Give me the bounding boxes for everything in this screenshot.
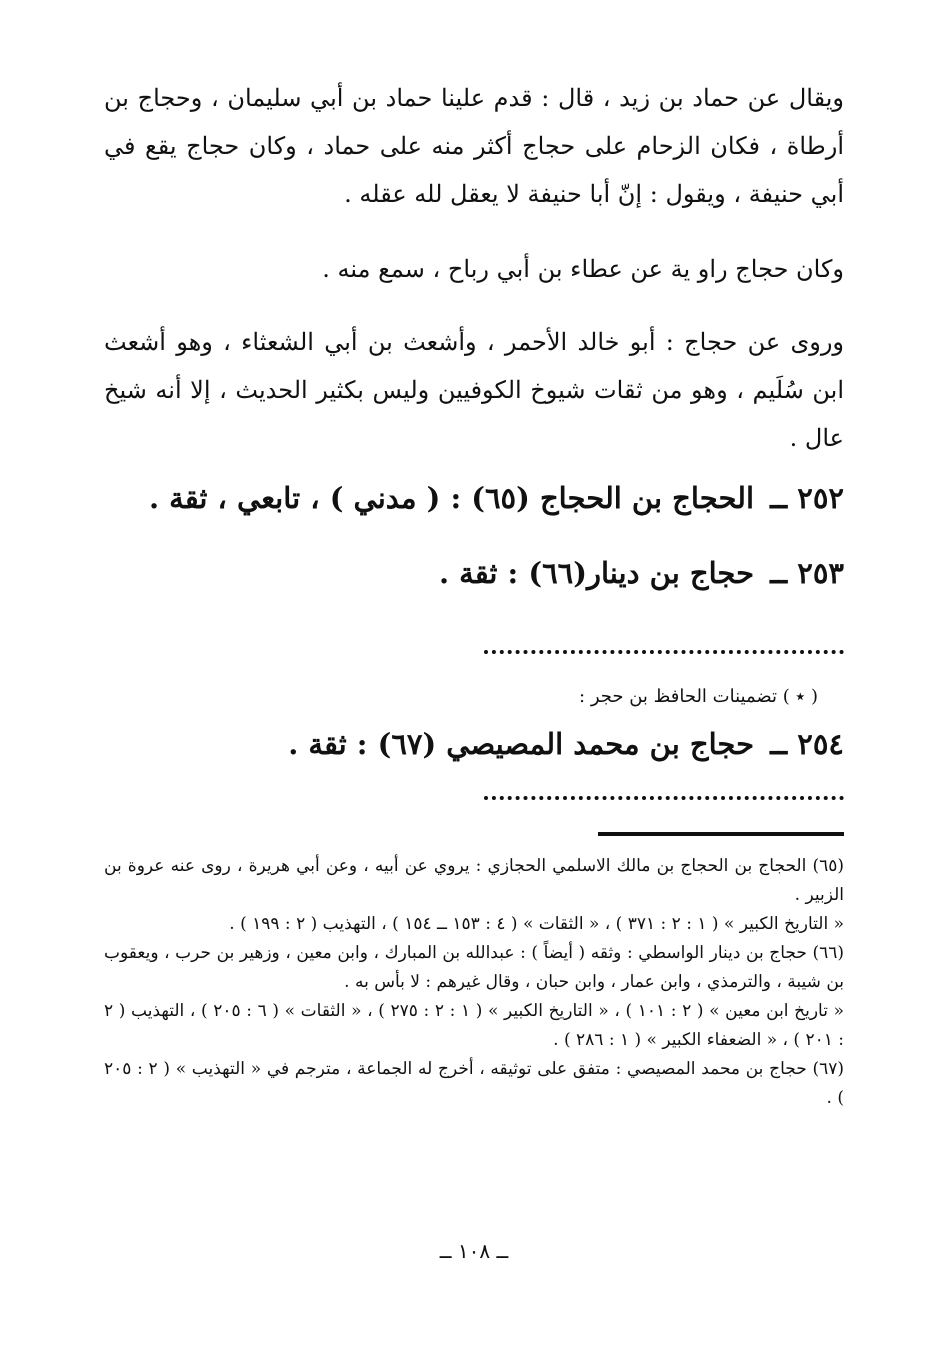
paragraph-hammad [104,74,844,218]
paragraph-ata [104,245,844,293]
entry-text: الحجاج بن الحجاج (٦٥) : ( مدني ) ، تابعي ، ثقة . [148,481,755,515]
paragraph-text: وروى عن حجاج : أبو خالد الأحمر ، وأشعث بن أبي الشعثاء ، وهو أشعث ابن سُلَيم ، وهو من ثقات شيوخ الكوفيين وليس بكثير الحديث ، إلا أنه شيخ عال . [104,328,844,452]
dotted-separator [484,650,844,660]
entry-number: ٢٥٤ ــ [770,727,844,761]
entry-number: ٢٥٣ ــ [770,556,844,590]
entry-254 [104,724,844,764]
footnote-66-refs: « تاريخ ابن معين » ( ٢ : ١٠١ ) ، « التاريخ الكبير » ( ١ : ٢ : ٢٧٥ ) ، « الثقات » ( ٦ : ٢٠٥ ) ، التهذيب ( ٢ : ٢٠١ ) ، « الضعفاء الكبير » ( ١ : ٢٨٦ ) . [104,1001,844,1050]
paragraph-text: وكان حجاج راو ية عن عطاء بن أبي رباح ، سمع منه . [322,255,844,283]
entry-text: حجاج بن محمد المصيصي (٦٧) : ثقة . [288,727,755,761]
entry-number: ٢٥٢ ــ [770,481,844,515]
note-heading: ( ٭ ) تضمينات الحافظ بن حجر : [579,686,818,707]
page-number: ــ ١٠٨ ــ [439,1239,509,1263]
footnote-65-refs: « التاريخ الكبير » ( ١ : ٢ : ٣٧١ ) ، « الثقات » ( ٤ : ١٥٣ ــ ١٥٤ ) ، التهذيب ( ٢ : ١٩٩ ) . [229,914,844,934]
entry-253 [104,553,844,593]
footnote-66: (٦٦) حجاج بن دينار الواسطي : وثقه ( أيضاً ) : عبدالله بن المبارك ، وابن معين ، وزهير بن حرب ، ويعقوب بن شيبة ، والترمذي ، وابن عمار ، وابن حبان ، وقال غيرهم : لا بأس به . [104,943,844,992]
footnote-rule [598,832,844,836]
entry-text: حجاج بن دينار(٦٦) : ثقة . [438,556,755,590]
dotted-separator [484,796,844,806]
entry-252 [104,478,844,518]
footnotes [104,852,844,1113]
paragraph-text: ويقال عن حماد بن زيد ، قال : قدم علينا حماد بن أبي سليمان ، وحجاج بن أرطاة ، فكان الزحام على حجاج أكثر منه على حماد ، وكان حجاج يقع في أبي حنيفة ، ويقول : إنّ أبا حنيفة لا يعقل لله عقله . [104,84,844,208]
footnote-67: (٦٧) حجاج بن محمد المصيصي : متفق على توثيقه ، أخرج له الجماعة ، مترجم في « التهذيب » ( ٢ : ٢٠٥ ) . [104,1059,844,1108]
paragraph-narrators [104,318,844,462]
footnote-65: (٦٥) الحجاج بن الحجاج بن مالك الاسلمي الحجازي : يروي عن أبيه ، وعن أبي هريرة ، روى عنه عروة بن الزبير . [104,856,844,905]
